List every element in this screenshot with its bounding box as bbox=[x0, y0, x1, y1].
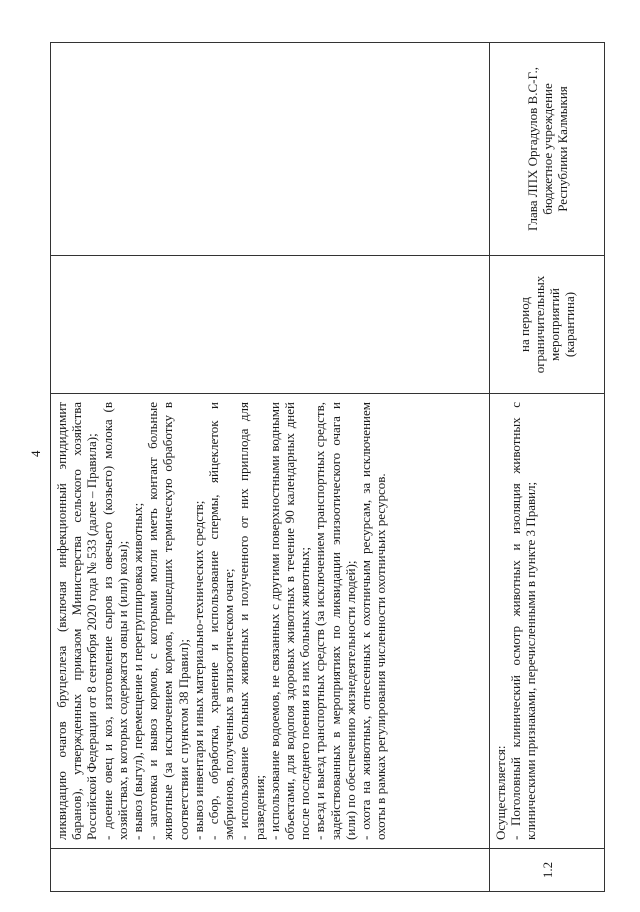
measure-line: - Поголовный клинический осмотр животных и изоляция животных с клиническими признаками, перечисленными в пункте 3 Правил; bbox=[508, 402, 539, 840]
responsible-text: Глава ЛПХ Оргадулов В.С-Г., бюджетное учреждение Республики Калмыкия bbox=[524, 67, 570, 232]
measure-line: Осуществляется: bbox=[493, 745, 508, 840]
period-cell bbox=[490, 256, 604, 394]
measure-line: - вывоз (выгул), перемещение и перегруппировка животных; bbox=[130, 502, 146, 840]
measure-text bbox=[51, 394, 391, 848]
measure-line: - заготовка и вывоз кормов, с которыми могли иметь контакт больные животные (за исключением кормов, прошедших термическую обработку в соответствии с пунктом 38 Правил); bbox=[145, 402, 191, 840]
row-number bbox=[51, 849, 489, 891]
measure-text-cell bbox=[51, 394, 489, 849]
responsible-cell bbox=[490, 43, 604, 256]
measure-line: - использование больных животных и полученного от них приплода для разведения; bbox=[236, 402, 267, 840]
page-number: 4 bbox=[28, 450, 43, 457]
measures-table bbox=[50, 42, 605, 892]
responsible-cell bbox=[51, 43, 489, 256]
measure-line: ликвидацию очагов бруцеллеза (включая инфекционный эпидидимит баранов), утвержденных приказом Министерства сельского хозяйства Российской Федерации от 8 сентября 2020 года № 533 (далее – Правила); bbox=[54, 402, 100, 840]
table-row bbox=[489, 43, 604, 891]
row-number: 1.2 bbox=[539, 861, 555, 879]
measure-line: - сбор, обработка, хранение и использование спермы, яйцеклеток и эмбрионов, полученных в эпизоотическом очаге; bbox=[206, 402, 237, 840]
measure-line: - вывоз инвентаря и иных материально-технических средств; bbox=[190, 500, 206, 840]
measure-line: - въезд и выезд транспортных средств (за исключением транспортных средств, задействованных в мероприятиях по ликвидации эпизоотического очага и (или) по обеспечению жизнедеятельности людей); bbox=[312, 402, 358, 840]
row-number-cell bbox=[51, 849, 489, 891]
measure-text bbox=[490, 394, 542, 848]
measure-text-cell bbox=[490, 394, 604, 849]
row-number-cell bbox=[490, 849, 604, 891]
period-text bbox=[51, 256, 489, 393]
measure-line: - использование водоемов, не связанных с другими поверхностными водными объектами, для водопоя здоровых животных в течение 90 календарных дней после последнего поения из них больных животных; bbox=[266, 402, 313, 840]
measure-line: - охота на животных, отнесенных к охотничьим ресурсам, за исключением охоты в рамках регулирования численности охотничьих ресурсов. bbox=[358, 402, 389, 840]
measure-line: - доение овец и коз, изготовление сыров из овечьего (козьего) молока (в хозяйствах, в которых содержатся овцы и (или) козы); bbox=[99, 402, 130, 840]
period-cell bbox=[51, 256, 489, 394]
period-text: на период ограничительных мероприятий (карантина) bbox=[517, 275, 577, 374]
table-row bbox=[51, 43, 489, 891]
responsible-text bbox=[51, 43, 489, 255]
